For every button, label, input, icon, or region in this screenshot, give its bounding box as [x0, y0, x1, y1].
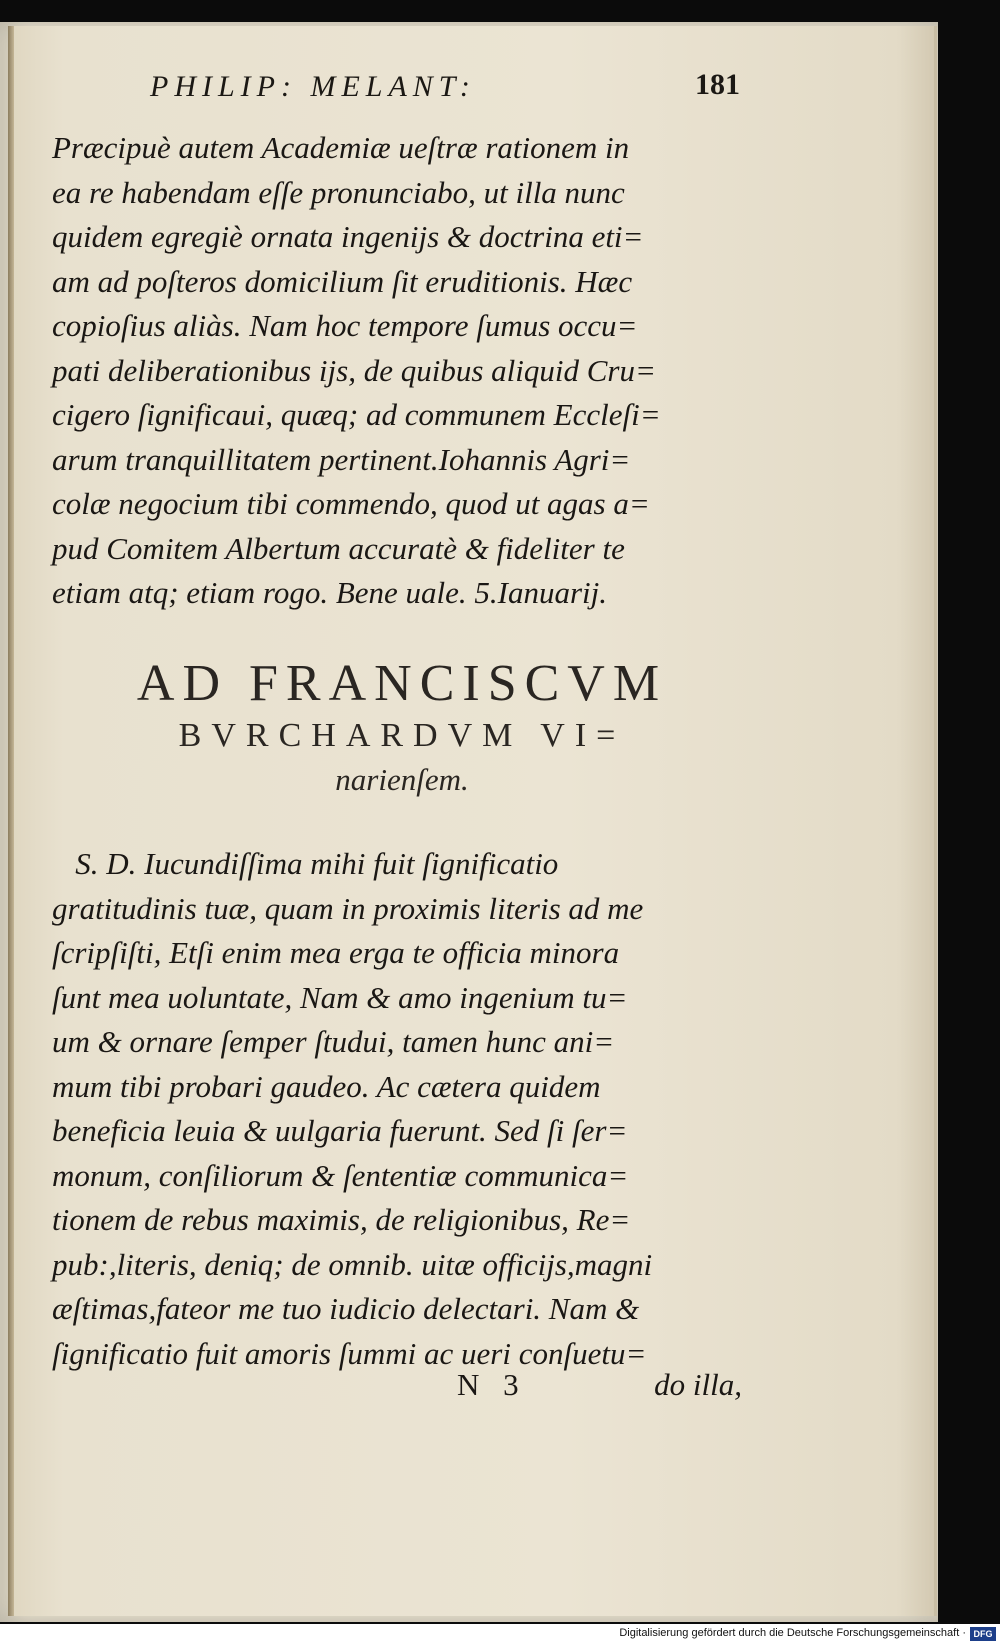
text-line: pati deliberationibus ijs, de quibus aliquid Cru=	[52, 352, 656, 388]
catchline	[52, 1367, 742, 1411]
text-line: ſignificatio fuit amoris ſummi ac ueri conſuetu=	[52, 1335, 647, 1371]
text-line: etiam atq; etiam rogo. Bene uale. 5.Ianuarij.	[52, 575, 608, 610]
funding-credit: Digitalisierung gefördert durch die Deutsche Forschungsgemeinschaft ·	[619, 1627, 966, 1639]
letter-heading	[52, 654, 752, 804]
running-head-title: PHILIP: MELANT:	[150, 70, 476, 103]
text-line: Præcipuè autem Academiæ ueſtræ rationem in	[52, 130, 630, 165]
text-line: um & ornare ſemper ſtudui, tamen hunc ani=	[52, 1024, 615, 1059]
heading-line-3: narienſem.	[335, 762, 469, 797]
text-line: S. D. Iucundiſſima mihi fuit ſignificatio	[52, 846, 559, 881]
text-line: copioſius aliàs. Nam hoc tempore ſumus occu=	[52, 308, 638, 343]
text-line: monum, conſiliorum & ſententiæ communica=	[52, 1157, 629, 1193]
dfg-logo: DFG	[970, 1627, 996, 1641]
text-line: quidem egregiè ornata ingenijs & doctrina eti=	[52, 219, 644, 254]
text-line: mum tibi probari gaudeo. Ac cætera quidem	[52, 1068, 601, 1104]
heading-line-2: BVRCHARDVM VI=	[178, 717, 626, 754]
heading-line-1: AD FRANCISCVM	[136, 655, 668, 712]
text-line: tionem de rebus maximis, de religionibus, Re=	[52, 1202, 631, 1237]
page-gutter	[8, 26, 14, 1616]
text-line: pub:,literis, deniq; de omnib. uitæ officijs,magni	[52, 1246, 653, 1282]
text-line: arum tranquillitatem pertinent.Iohannis Agri=	[52, 441, 631, 477]
text-line: colæ negocium tibi commendo, quod ut agas a=	[52, 486, 650, 521]
paragraph-1	[52, 126, 752, 616]
footer-bar	[0, 1624, 1000, 1646]
text-line: ſunt mea uoluntate, Nam & amo ingenium tu=	[52, 979, 628, 1015]
catchword: do illa,	[654, 1367, 742, 1402]
text-line: ſcripſiſti, Etſi enim mea erga te officia minora	[52, 935, 620, 970]
text-line: gratitudinis tuæ, quam in proximis literis ad me	[52, 890, 644, 926]
running-head	[150, 62, 740, 112]
page-number: 181	[695, 68, 740, 101]
text-line: beneficia leuia & uulgaria fuerunt. Sed ſi ſer=	[52, 1113, 628, 1148]
signature-mark: N 3	[457, 1367, 527, 1402]
paragraph-2	[52, 842, 752, 1376]
text-line: cigero ſignificaui, quæq; ad communem Eccleſi=	[52, 397, 661, 432]
text-line: æſtimas,fateor me tuo iudicio delectari. Nam &	[52, 1291, 640, 1326]
text-line: am ad poſteros domicilium ſit eruditionis. Hæc	[52, 263, 633, 299]
text-line: pud Comitem Albertum accuratè & fideliter te	[52, 530, 625, 566]
text-line: ea re habendam eſſe pronunciabo, ut illa nunc	[52, 174, 625, 210]
